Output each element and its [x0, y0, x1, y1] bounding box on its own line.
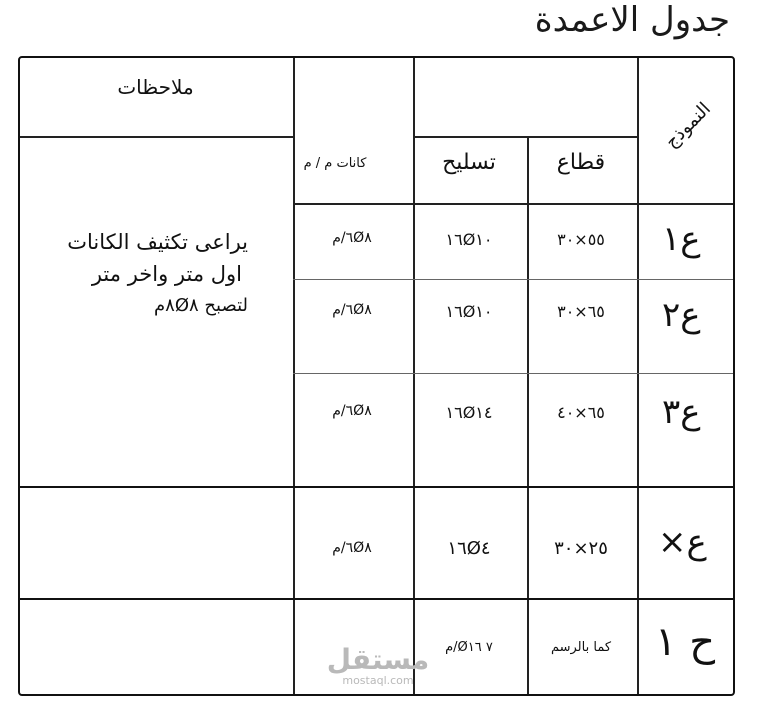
row-divider	[20, 598, 733, 600]
notes-line: اول متر واخر متر	[91, 262, 242, 286]
row-tag: ع٣	[662, 392, 701, 432]
watermark-brand: مستقل	[326, 643, 430, 676]
page-title: جدول الاعمدة	[534, 0, 730, 40]
row-tag: ع٢	[662, 295, 701, 335]
row-stirrups: ٦Ø٨/م	[332, 302, 372, 318]
row-divider	[293, 279, 733, 280]
header-section: قطاع	[556, 150, 606, 175]
row-divider	[20, 136, 293, 138]
row-section: ٥٥×٣٠	[557, 230, 605, 249]
watermark-domain: mostaql.com	[342, 674, 414, 687]
row-reinforcement: ١٦Ø٤	[447, 538, 491, 559]
row-section: ٢٥×٣٠	[554, 538, 608, 559]
row-section: كما بالرسم	[550, 640, 612, 655]
watermark-logo	[318, 645, 438, 687]
notes-line: لتصبح ٨Ø٨م	[154, 295, 248, 316]
row-stirrups: ٦Ø٨/م	[332, 540, 372, 556]
header-notes: ملاحظات	[117, 75, 194, 99]
row-reinforcement: ١٦Ø١٤	[445, 403, 493, 422]
notes-text	[40, 226, 248, 322]
row-divider	[293, 203, 733, 205]
header-reinforcement: تسليح	[442, 150, 496, 175]
row-tag: ع١	[662, 219, 701, 259]
row-reinforcement: ٧ Ø١٦/م	[445, 640, 493, 655]
row-reinforcement: ١٦Ø١٠	[445, 230, 493, 249]
row-section: ٦٥×٤٠	[557, 403, 605, 422]
row-reinforcement: ١٦Ø١٠	[445, 302, 493, 321]
row-stirrups: ٦Ø٨/م	[332, 230, 372, 246]
row-stirrups: ٦Ø٨/م	[332, 403, 372, 419]
header-stirrups: كانات م / م	[303, 156, 367, 171]
row-tag: ع×	[658, 522, 707, 562]
row-tag: ح ١	[655, 619, 716, 665]
row-divider	[293, 373, 733, 374]
row-divider	[20, 486, 733, 488]
row-section: ٦٥×٣٠	[557, 302, 605, 321]
notes-line: يراعى تكثيف الكانات	[67, 230, 248, 254]
header-type: النموذج	[661, 98, 715, 153]
row-divider	[413, 136, 637, 138]
